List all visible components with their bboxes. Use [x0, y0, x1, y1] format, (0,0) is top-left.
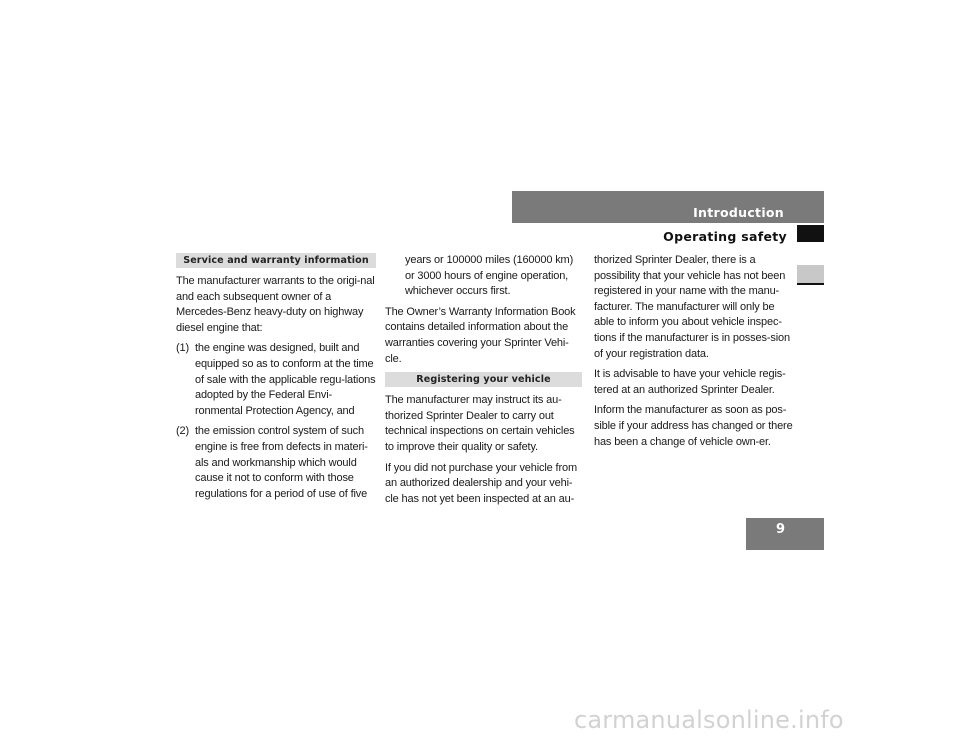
- warranty-intro: The manufacturer warrants to the origi-nal and each subsequent owner of a Mercedes-Benz heavy-duty on highway diesel engine that:: [176, 275, 375, 334]
- warranty-item-1: [176, 341, 376, 419]
- registering-paragraph-4: It is advisable to have your vehicle regis-tered at an authorized Sprinter Dealer.: [594, 368, 786, 396]
- registering-paragraph-1: The manufacturer may instruct its au-thorized Sprinter Dealer to carry out technical inspections on certain vehicles to improve their quality or safety.: [385, 394, 575, 453]
- warranty-continuation: years or 100000 miles (160000 km) or 3000 hours of engine operation, whichever occurs first.: [405, 254, 574, 298]
- subsection-title: Operating safety: [663, 229, 787, 244]
- item-number: (2): [176, 425, 189, 438]
- registering-paragraph-3: thorized Sprinter Dealer, there is a possibility that your vehicle has not been registered in your name with the manu-facturer. The manufacturer will only be able to inform you about vehicle inspec-tions if the manufacturer is in posses-sion of your registration data.: [594, 254, 790, 360]
- column-middle: [385, 253, 582, 512]
- warranty-item-2: [176, 424, 376, 502]
- column-right: [594, 253, 794, 455]
- warranty-book-paragraph: The Owner’s Warranty Information Book contains detailed information about the warranties covering your Sprinter Vehi-cle.: [385, 305, 576, 365]
- column-left: [176, 253, 376, 507]
- item-text: the emission control system of such engine is free from defects in materi-als and workmanship which would cause it not to conform with those regulations for a period of use of five: [195, 425, 368, 500]
- heading-service-warranty: Service and warranty information: [176, 253, 376, 268]
- section-title: Introduction: [693, 205, 784, 220]
- chapter-tab-marker: [797, 225, 824, 242]
- chapter-tab-grey: [797, 265, 824, 283]
- chapter-tab-line: [797, 283, 824, 285]
- page-number: 9: [746, 518, 824, 550]
- registering-paragraph-2: If you did not purchase your vehicle from an authorized dealership and your vehi-cle has not yet been inspected at an au-: [385, 461, 577, 505]
- item-number: (1): [176, 342, 189, 355]
- heading-registering-vehicle: Registering your vehicle: [385, 372, 582, 387]
- registering-paragraph-5: Inform the manufacturer as soon as pos-sible if your address has changed or there has been a change of vehicle own-er.: [594, 404, 793, 448]
- item-text: the engine was designed, built and equipped so as to conform at the time of sale with the applicable regu-lations adopted by the Federal Envi-ronmental Protection Agency, and: [195, 342, 376, 417]
- watermark: carmanualsonline.info: [574, 706, 844, 734]
